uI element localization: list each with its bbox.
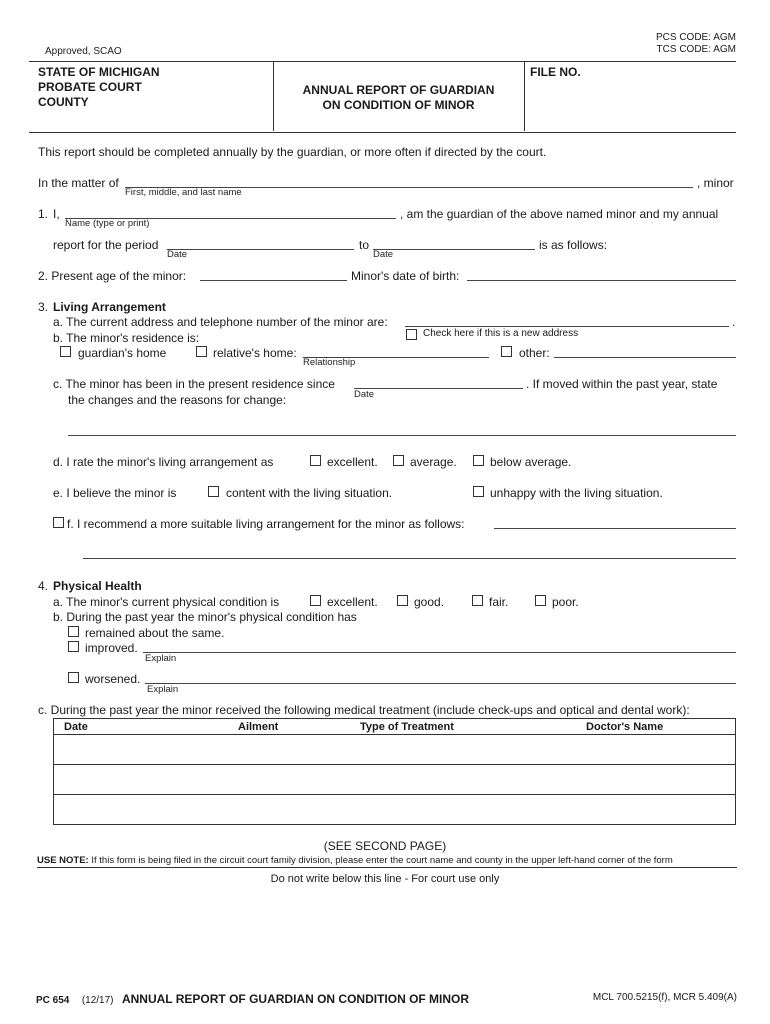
period-start-field[interactable] bbox=[167, 249, 354, 250]
health-poor-label: poor. bbox=[552, 595, 579, 609]
court-label: PROBATE COURT bbox=[38, 80, 142, 94]
see-second-page: (SEE SECOND PAGE) bbox=[323, 839, 447, 853]
table-row[interactable] bbox=[54, 735, 736, 765]
table-cell[interactable] bbox=[54, 735, 736, 765]
physical-health-title: Physical Health bbox=[53, 579, 142, 593]
form-footer-title: ANNUAL REPORT OF GUARDIAN ON CONDITION OF MINOR bbox=[121, 992, 470, 1006]
worsened-explain-sublabel: Explain bbox=[147, 684, 179, 695]
residence-since-sublabel: Date bbox=[354, 389, 375, 400]
use-note-text: If this form is being filed in the circuit court family division, please enter the court name and county in the upper left-hand corner of the form bbox=[88, 855, 673, 866]
guardians-home-checkbox[interactable] bbox=[60, 346, 71, 357]
relatives-home-label: relative's home: bbox=[213, 346, 297, 360]
health-fair-checkbox[interactable] bbox=[472, 595, 483, 606]
table-header: Type of Treatment bbox=[354, 719, 526, 735]
form-number: PC 654 bbox=[36, 995, 70, 1006]
dob-label: Minor's date of birth: bbox=[351, 269, 460, 283]
use-note bbox=[37, 855, 737, 868]
item4b-label: b. During the past year the minor's physical condition has bbox=[53, 610, 357, 624]
improved-label: improved. bbox=[85, 641, 138, 655]
form-codes bbox=[656, 32, 736, 56]
health-excellent-checkbox[interactable] bbox=[310, 595, 321, 606]
other-residence-checkbox[interactable] bbox=[501, 346, 512, 357]
table-cell[interactable] bbox=[54, 765, 736, 795]
form-title bbox=[273, 83, 524, 113]
recommend-checkbox[interactable] bbox=[53, 517, 64, 528]
recommend-field-1[interactable] bbox=[494, 528, 736, 529]
item4c-label: c. During the past year the minor received the following medical treatment (include check-ups and optical and dental work): bbox=[38, 703, 690, 717]
form-footer bbox=[36, 990, 469, 1008]
item3f-label: f. I recommend a more suitable living arrangement for the minor as follows: bbox=[67, 517, 465, 531]
dob-field[interactable] bbox=[467, 280, 736, 281]
living-excellent-checkbox[interactable] bbox=[310, 455, 321, 466]
approved-label: Approved, SCAO bbox=[45, 46, 122, 57]
other-residence-label: other: bbox=[519, 346, 550, 360]
item3d-label: d. I rate the minor's living arrangement as bbox=[53, 455, 274, 469]
new-address-label: Check here if this is a new address bbox=[423, 328, 579, 339]
table-row[interactable] bbox=[54, 765, 736, 795]
age-label: 2. Present age of the minor: bbox=[38, 269, 187, 283]
header-divider bbox=[524, 61, 525, 131]
health-poor-checkbox[interactable] bbox=[535, 595, 546, 606]
table-row[interactable] bbox=[54, 795, 736, 825]
item3a-label: a. The current address and telephone number of the minor are: bbox=[53, 315, 388, 329]
residence-since-field[interactable] bbox=[354, 388, 523, 389]
as-follows-label: is as follows: bbox=[539, 238, 608, 252]
recommend-field-2[interactable] bbox=[83, 558, 736, 559]
worsened-label: worsened. bbox=[85, 672, 141, 686]
item4a-label: a. The minor's current physical condition is bbox=[53, 595, 280, 609]
relationship-sublabel: Relationship bbox=[303, 357, 356, 368]
medical-treatment-table bbox=[53, 718, 736, 825]
period-start-sublabel: Date bbox=[167, 249, 188, 260]
file-no-label: FILE NO. bbox=[530, 65, 581, 79]
court-block bbox=[38, 65, 160, 110]
court-use-only: Do not write below this line - For court use only bbox=[270, 873, 500, 885]
worsened-explain-field[interactable] bbox=[145, 683, 736, 684]
form-title-line2: ON CONDITION OF MINOR bbox=[322, 98, 475, 112]
table-header: Ailment bbox=[180, 719, 354, 735]
period-end-field[interactable] bbox=[373, 249, 535, 250]
tcs-code: TCS CODE: AGM bbox=[656, 44, 736, 55]
improved-explain-sublabel: Explain bbox=[145, 653, 177, 664]
state-label: STATE OF MICHIGAN bbox=[38, 65, 160, 79]
guardians-home-label: guardian's home bbox=[78, 346, 167, 360]
pcs-code: PCS CODE: AGM bbox=[655, 32, 736, 43]
matter-label: In the matter of bbox=[38, 176, 119, 190]
table-cell[interactable] bbox=[54, 795, 736, 825]
health-good-label: good. bbox=[414, 595, 445, 609]
address-end: . bbox=[732, 315, 736, 329]
worsened-checkbox[interactable] bbox=[68, 672, 79, 683]
table-header: Doctor's Name bbox=[526, 719, 736, 735]
minor-suffix: , minor bbox=[697, 176, 734, 190]
item3b-label: b. The minor's residence is: bbox=[53, 331, 200, 345]
new-address-checkbox[interactable] bbox=[406, 329, 417, 340]
age-field[interactable] bbox=[200, 280, 347, 281]
changes-reasons-field[interactable] bbox=[68, 435, 736, 436]
living-average-label: average. bbox=[410, 455, 457, 469]
item1-suffix: , am the guardian of the above named minor and my annual bbox=[400, 207, 719, 221]
living-average-checkbox[interactable] bbox=[393, 455, 404, 466]
guardian-name-sublabel: Name (type or print) bbox=[65, 218, 150, 229]
item3e-label: e. I believe the minor is bbox=[53, 486, 177, 500]
health-good-checkbox[interactable] bbox=[397, 595, 408, 606]
improved-explain-field[interactable] bbox=[143, 652, 736, 653]
intro-text: This report should be completed annually by the guardian, or more often if directed by the court. bbox=[38, 145, 547, 159]
other-residence-field[interactable] bbox=[554, 357, 736, 358]
period-label: report for the period bbox=[53, 238, 159, 252]
relatives-home-checkbox[interactable] bbox=[196, 346, 207, 357]
health-excellent-label: excellent. bbox=[327, 595, 378, 609]
period-to-label: to bbox=[359, 238, 370, 252]
content-label: content with the living situation. bbox=[226, 486, 393, 500]
table-header-row bbox=[54, 719, 736, 735]
living-excellent-label: excellent. bbox=[327, 455, 378, 469]
item3c-line2: the changes and the reasons for change: bbox=[68, 393, 287, 407]
period-end-sublabel: Date bbox=[373, 249, 394, 260]
county-label: COUNTY bbox=[38, 95, 89, 109]
living-below-average-checkbox[interactable] bbox=[473, 455, 484, 466]
item3-number: 3. bbox=[38, 300, 49, 314]
living-arrangement-title: Living Arrangement bbox=[53, 300, 166, 314]
address-field[interactable] bbox=[405, 326, 729, 327]
item4-number: 4. bbox=[38, 579, 49, 593]
remained-label: remained about the same. bbox=[85, 626, 225, 640]
table-header: Date bbox=[54, 719, 181, 735]
health-fair-label: fair. bbox=[489, 595, 509, 609]
living-below-average-label: below average. bbox=[490, 455, 572, 469]
use-note-label: USE NOTE: bbox=[37, 855, 89, 866]
file-no-field[interactable] bbox=[590, 64, 730, 82]
statute-reference: MCL 700.5215(f), MCR 5.409(A) bbox=[592, 992, 737, 1003]
item1-number: 1. bbox=[38, 207, 49, 221]
form-date: (12/17) bbox=[81, 995, 114, 1006]
unhappy-checkbox[interactable] bbox=[473, 486, 484, 497]
content-checkbox[interactable] bbox=[208, 486, 219, 497]
item3c-end: . If moved within the past year, state bbox=[526, 377, 718, 391]
remained-checkbox[interactable] bbox=[68, 626, 79, 637]
item1-prefix: I, bbox=[53, 207, 60, 221]
unhappy-label: unhappy with the living situation. bbox=[490, 486, 663, 500]
improved-checkbox[interactable] bbox=[68, 641, 79, 652]
form-title-line1: ANNUAL REPORT OF GUARDIAN bbox=[302, 83, 495, 97]
minor-name-sublabel: First, middle, and last name bbox=[125, 187, 242, 198]
item3c-label: c. The minor has been in the present residence since bbox=[53, 377, 335, 391]
